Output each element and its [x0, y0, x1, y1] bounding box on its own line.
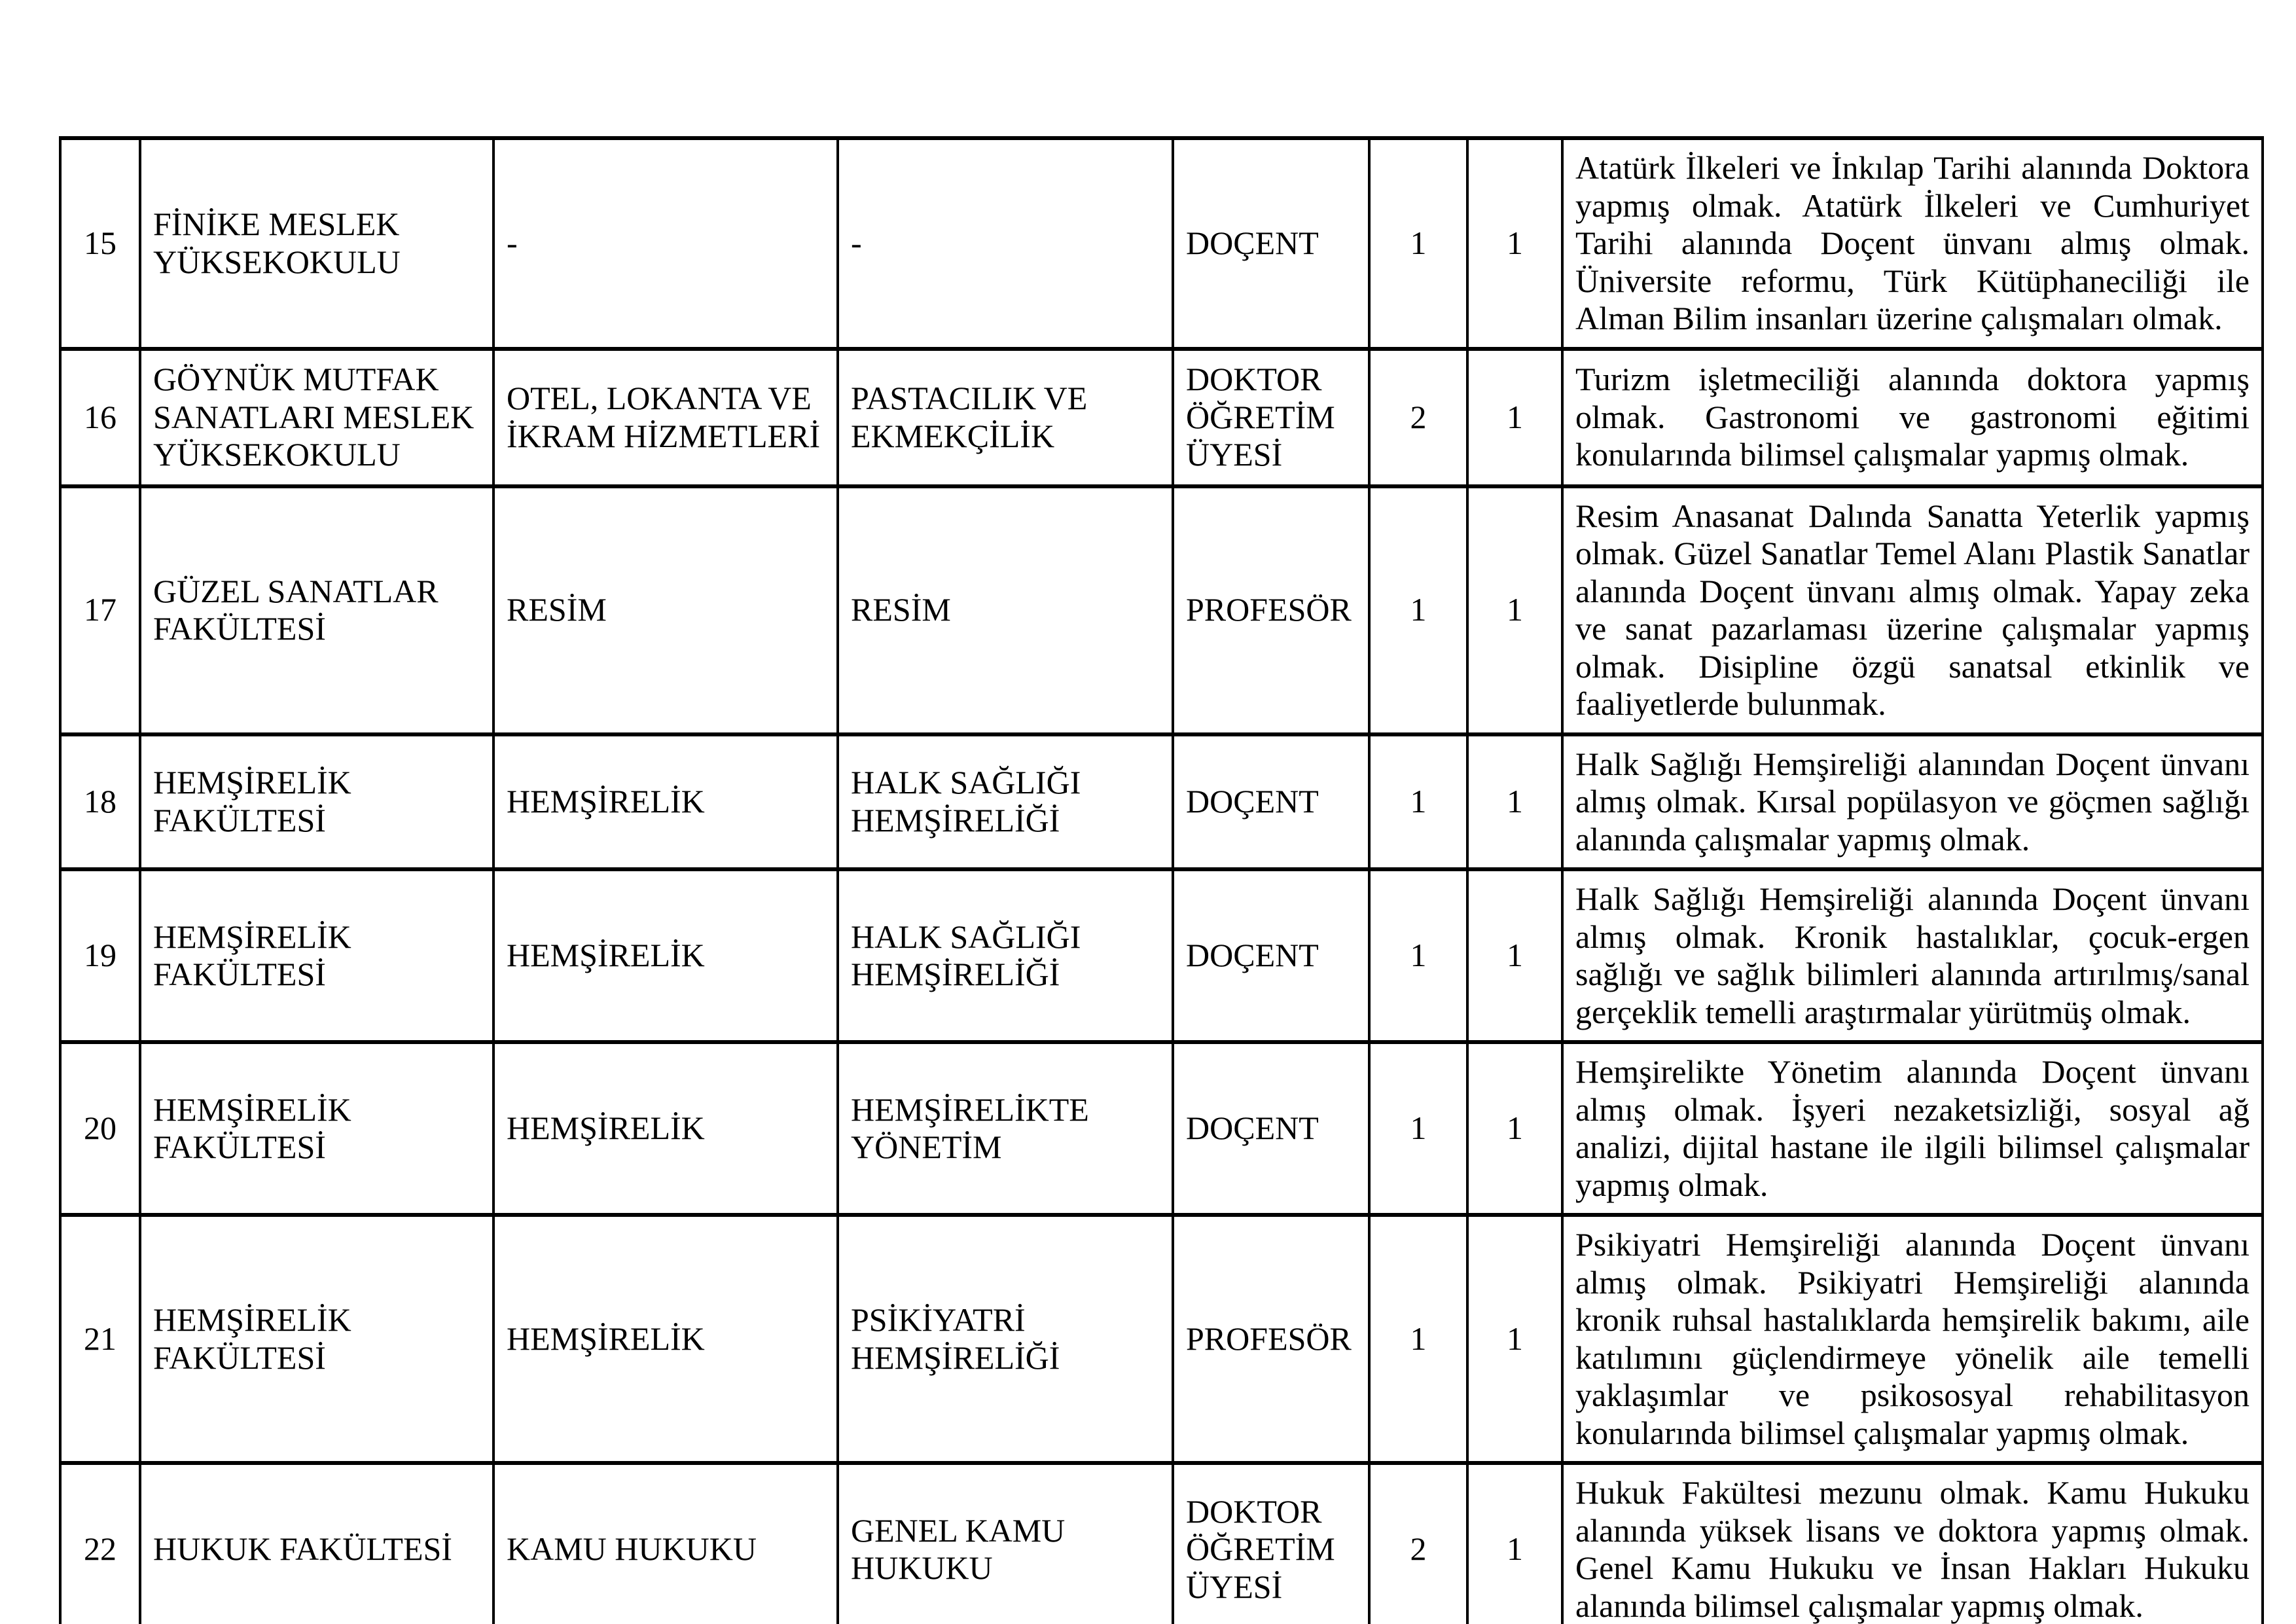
table-row — [60, 734, 2263, 870]
cell-faculty: HEMŞİRELİK FAKÜLTESİ — [140, 869, 493, 1042]
positions-table-body — [60, 138, 2263, 1624]
table-row — [60, 138, 2263, 349]
cell-description: Halk Sağlığı Hemşireliği alanında Doçent ünvanı almış olmak. Kronik hastalıklar, çocuk-ergen sağlığı ve sağlık bilimleri alanında artırılmış/sanal gerçeklik temelli araştırmalar yürütmüş olmak. — [1562, 869, 2263, 1042]
cell-quota-2: 1 — [1467, 349, 1562, 486]
cell-row-number: 17 — [60, 486, 140, 734]
cell-quota-1: 2 — [1369, 349, 1467, 486]
cell-row-number: 21 — [60, 1215, 140, 1463]
cell-quota-2: 1 — [1467, 869, 1562, 1042]
cell-description: Turizm işletmeciliği alanında doktora yapmış olmak. Gastronomi ve gastronomi eğitimi konularında bilimsel çalışmalar yapmış olmak. — [1562, 349, 2263, 486]
cell-program: - — [838, 138, 1173, 349]
cell-quota-2: 1 — [1467, 734, 1562, 870]
cell-department: HEMŞİRELİK — [493, 734, 838, 870]
cell-quota-2: 1 — [1467, 486, 1562, 734]
cell-description: Hemşirelikte Yönetim alanında Doçent ünvanı almış olmak. İşyeri nezaketsizliği, sosyal ağ analizi, dijital hastane ile ilgili bilimsel çalışmalar yapmış olmak. — [1562, 1042, 2263, 1215]
cell-program: RESİM — [838, 486, 1173, 734]
cell-row-number: 22 — [60, 1463, 140, 1624]
cell-faculty: GÖYNÜK MUTFAK SANATLARI MESLEK YÜKSEKOKULU — [140, 349, 493, 486]
cell-description: Halk Sağlığı Hemşireliği alanından Doçent ünvanı almış olmak. Kırsal popülasyon ve göçmen sağlığı alanında çalışmalar yapmış olmak. — [1562, 734, 2263, 870]
cell-description: Hukuk Fakültesi mezunu olmak. Kamu Hukuku alanında yüksek lisans ve doktora yapmış olmak. Genel Kamu Hukuku ve İnsan Hakları Hukuku alanında bilimsel çalışmalar yapmış olmak. — [1562, 1463, 2263, 1624]
table-row — [60, 869, 2263, 1042]
cell-faculty: HEMŞİRELİK FAKÜLTESİ — [140, 1215, 493, 1463]
cell-quota-1: 1 — [1369, 138, 1467, 349]
cell-program: HALK SAĞLIĞI HEMŞİRELİĞİ — [838, 734, 1173, 870]
cell-row-number: 20 — [60, 1042, 140, 1215]
cell-title: DOÇENT — [1173, 869, 1369, 1042]
cell-description: Atatürk İlkeleri ve İnkılap Tarihi alanında Doktora yapmış olmak. Atatürk İlkeleri ve Cumhuriyet Tarihi alanında Doçent ünvanı almış olmak. Üniversite reformu, Türk Kütüphaneciliği ile Alman Bilim insanları üzerine çalışmaları olmak. — [1562, 138, 2263, 349]
cell-faculty: HEMŞİRELİK FAKÜLTESİ — [140, 734, 493, 870]
cell-quota-2: 1 — [1467, 1215, 1562, 1463]
cell-program: HEMŞİRELİKTE YÖNETİM — [838, 1042, 1173, 1215]
cell-row-number: 18 — [60, 734, 140, 870]
cell-row-number: 15 — [60, 138, 140, 349]
table-row — [60, 1463, 2263, 1624]
cell-title: PROFESÖR — [1173, 486, 1369, 734]
cell-department: HEMŞİRELİK — [493, 869, 838, 1042]
cell-quota-2: 1 — [1467, 1042, 1562, 1215]
cell-department: OTEL, LOKANTA VE İKRAM HİZMETLERİ — [493, 349, 838, 486]
cell-faculty: HEMŞİRELİK FAKÜLTESİ — [140, 1042, 493, 1215]
cell-title: DOKTOR ÖĞRETİM ÜYESİ — [1173, 349, 1369, 486]
table-row — [60, 486, 2263, 734]
cell-quota-1: 1 — [1369, 734, 1467, 870]
positions-table — [59, 136, 2264, 1624]
cell-quota-1: 1 — [1369, 1042, 1467, 1215]
cell-row-number: 19 — [60, 869, 140, 1042]
cell-department: HEMŞİRELİK — [493, 1042, 838, 1215]
cell-quota-2: 1 — [1467, 138, 1562, 349]
cell-faculty: HUKUK FAKÜLTESİ — [140, 1463, 493, 1624]
cell-quota-1: 1 — [1369, 869, 1467, 1042]
cell-quota-2: 1 — [1467, 1463, 1562, 1624]
cell-program: GENEL KAMU HUKUKU — [838, 1463, 1173, 1624]
cell-department: HEMŞİRELİK — [493, 1215, 838, 1463]
cell-faculty: GÜZEL SANATLAR FAKÜLTESİ — [140, 486, 493, 734]
cell-title: DOÇENT — [1173, 1042, 1369, 1215]
table-row — [60, 1042, 2263, 1215]
cell-quota-1: 1 — [1369, 486, 1467, 734]
cell-row-number: 16 — [60, 349, 140, 486]
cell-title: DOÇENT — [1173, 138, 1369, 349]
table-row — [60, 1215, 2263, 1463]
cell-faculty: FİNİKE MESLEK YÜKSEKOKULU — [140, 138, 493, 349]
cell-department: - — [493, 138, 838, 349]
cell-title: DOÇENT — [1173, 734, 1369, 870]
cell-quota-1: 1 — [1369, 1215, 1467, 1463]
cell-title: DOKTOR ÖĞRETİM ÜYESİ — [1173, 1463, 1369, 1624]
cell-title: PROFESÖR — [1173, 1215, 1369, 1463]
cell-quota-1: 2 — [1369, 1463, 1467, 1624]
cell-department: KAMU HUKUKU — [493, 1463, 838, 1624]
cell-program: PSİKİYATRİ HEMŞİRELİĞİ — [838, 1215, 1173, 1463]
cell-description: Psikiyatri Hemşireliği alanında Doçent ünvanı almış olmak. Psikiyatri Hemşireliği alanında kronik ruhsal hastalıklarda hemşirelik bakımı, aile katılımını güçlendirmeye yönelik aile temelli yaklaşımlar ve psikososyal rehabilitasyon konularında bilimsel çalışmalar yapmış olmak. — [1562, 1215, 2263, 1463]
table-row — [60, 349, 2263, 486]
cell-department: RESİM — [493, 486, 838, 734]
cell-program: PASTACILIK VE EKMEKÇİLİK — [838, 349, 1173, 486]
cell-description: Resim Anasanat Dalında Sanatta Yeterlik yapmış olmak. Güzel Sanatlar Temel Alanı Plastik Sanatlar alanında Doçent ünvanı almış olmak. Yapay zeka ve sanat pazarlaması üzerine çalışmalar yapmış olmak. Disipline özgü sanatsal etkinlik ve faaliyetlerde bulunmak. — [1562, 486, 2263, 734]
cell-program: HALK SAĞLIĞI HEMŞİRELİĞİ — [838, 869, 1173, 1042]
